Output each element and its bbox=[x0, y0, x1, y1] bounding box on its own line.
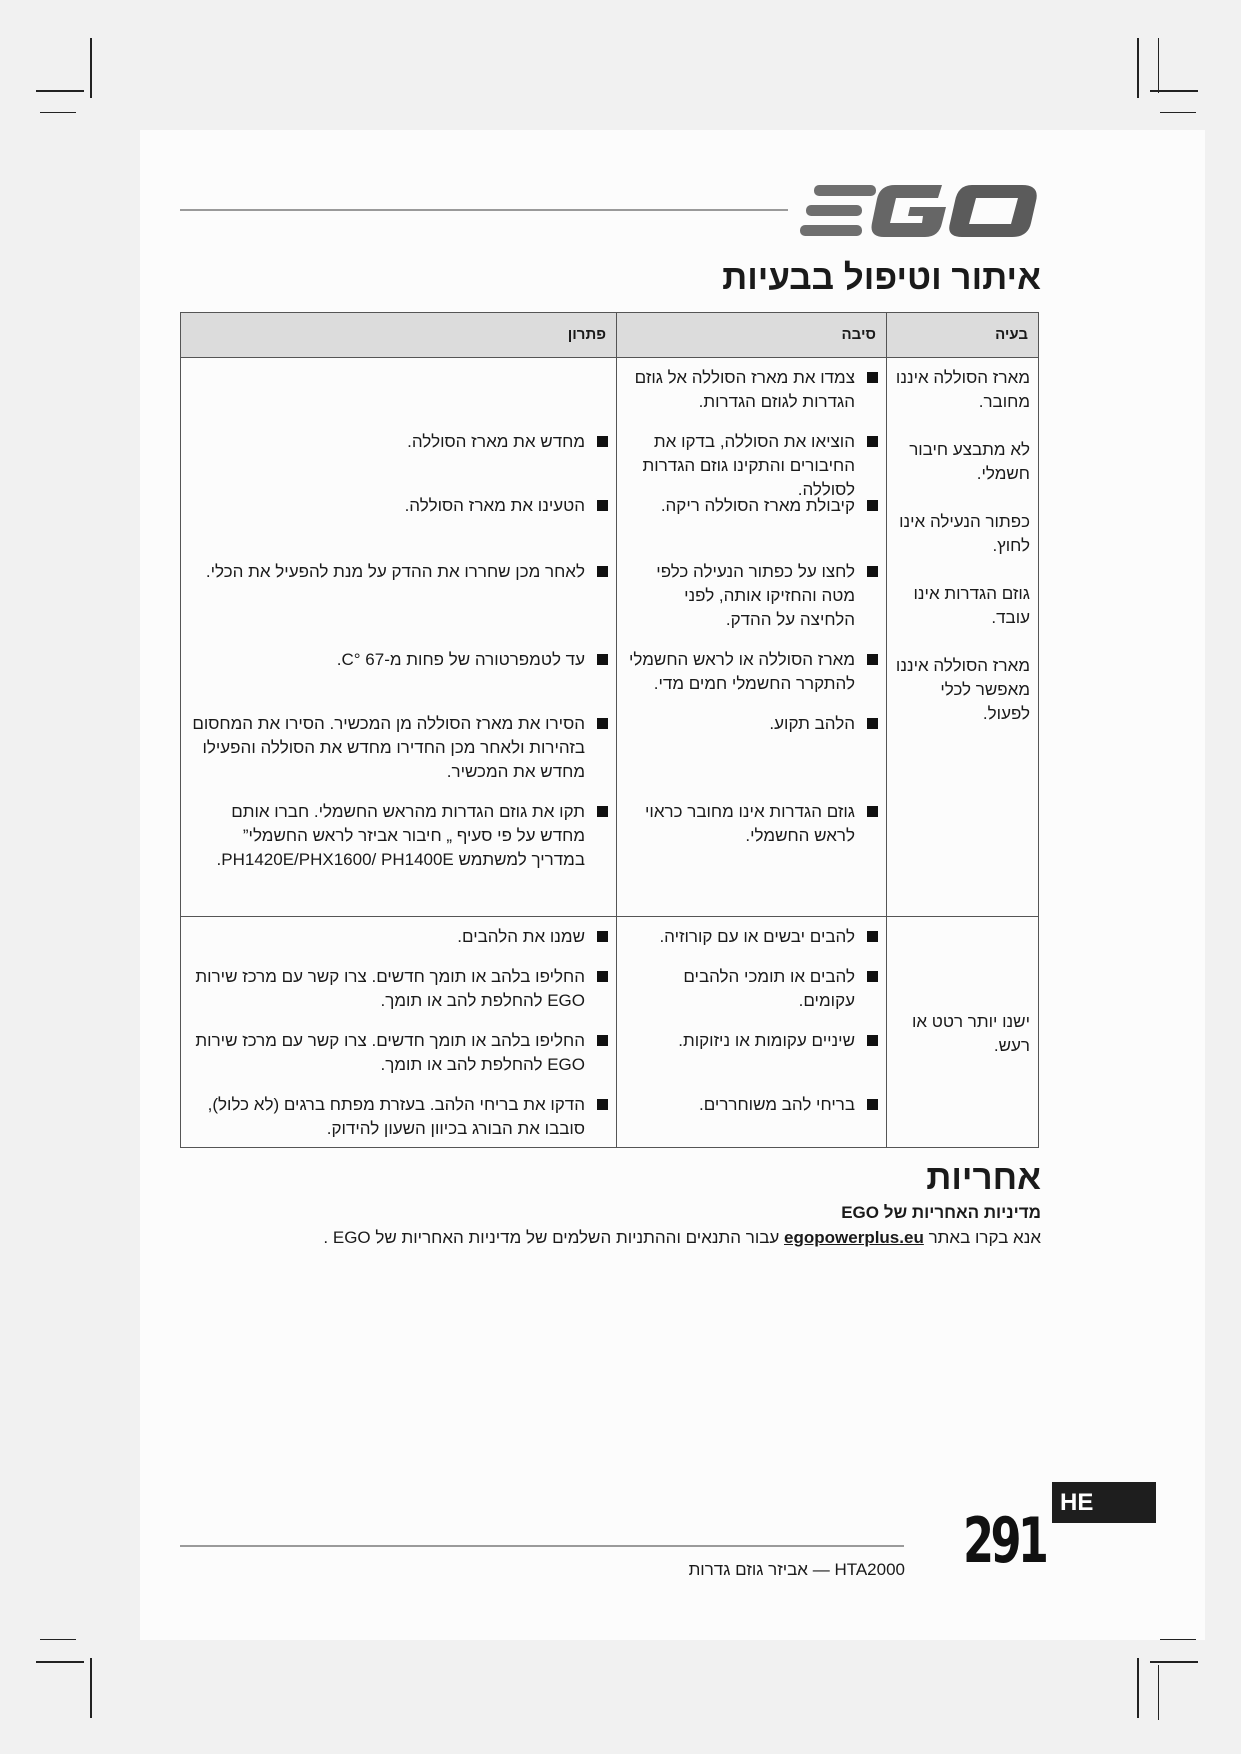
solution-cell bbox=[181, 358, 617, 917]
header-rule bbox=[180, 209, 788, 211]
problem-text: גוזם הגדרות אינו עובד. bbox=[913, 584, 1030, 627]
crop-mark bbox=[40, 112, 76, 113]
solution-item: הסירו את מארז הסוללה מן המכשיר. הסירו את המחסום בזהירות ולאחר מכן החדירו מחדש את הסוללה והפעילו מחדש את המכשיר. bbox=[189, 712, 608, 784]
footer-title: HTA2000 — אביזר גוזם גדרות bbox=[688, 1560, 905, 1579]
troubleshooting-title: איתור וטיפול בבעיות bbox=[722, 258, 1041, 297]
bullet-icon bbox=[867, 566, 878, 577]
warranty-text-before: אנא בקרו באתר bbox=[928, 1228, 1041, 1247]
crop-mark bbox=[1137, 1658, 1139, 1718]
bullet-icon bbox=[597, 718, 608, 729]
cause-item: הוציאו את הסוללה, בדקו את החיבורים והתקינו גוזם הגדרות לסוללה. bbox=[625, 430, 878, 478]
table-row bbox=[181, 917, 1039, 1148]
cause-item: צמדו את מארז הסוללה אל גוזם הגדרות לגוזם הגדרות. bbox=[625, 366, 878, 414]
bullet-icon bbox=[597, 500, 608, 511]
problem-text: ישנו יותר רטט או רעש. bbox=[911, 1012, 1030, 1055]
cause-item: קיבולת מארז הסוללה ריקה. bbox=[625, 494, 878, 544]
solution-item: מחדש את מארז הסוללה. bbox=[189, 430, 608, 478]
bullet-icon bbox=[597, 654, 608, 665]
solution-item bbox=[189, 366, 608, 414]
solution-item: החליפו בלהב או תומך חדשים. צרו קשר עם מרכז שירות EGO להחלפת להב או תומך. bbox=[189, 965, 608, 1013]
solution-item: שמנו את הלהבים. bbox=[189, 925, 608, 949]
warranty-text bbox=[201, 1228, 1041, 1248]
bullet-icon bbox=[597, 931, 608, 942]
cause-cell bbox=[617, 358, 887, 917]
bullet-icon bbox=[867, 1099, 878, 1110]
header-cause: סיבה bbox=[617, 313, 887, 358]
crop-mark bbox=[1160, 112, 1196, 113]
problem-cell bbox=[887, 917, 1039, 1148]
crop-mark bbox=[40, 1639, 76, 1640]
crop-mark bbox=[1150, 90, 1198, 92]
solution-item: תקו את גוזם הגדרות מהראש החשמלי. חברו אותם מחדש על פי סעיף „ חיבור אביזר לראש החשמלי” במדריך למשתמש PH1420E/PHX1600/ PH1400E. bbox=[189, 800, 608, 896]
warranty-link[interactable]: egopowerplus.eu bbox=[784, 1228, 924, 1247]
cause-item: להבים או תומכי הלהבים עקומים. bbox=[625, 965, 878, 1013]
cause-item: להבים יבשים או עם קורוזיה. bbox=[625, 925, 878, 949]
bullet-icon bbox=[867, 718, 878, 729]
bullet-icon bbox=[867, 931, 878, 942]
warranty-title: אחריות bbox=[926, 1158, 1041, 1197]
crop-mark bbox=[1160, 1639, 1196, 1640]
solution-cell bbox=[181, 917, 617, 1148]
bullet-icon bbox=[597, 436, 608, 447]
bullet-icon bbox=[867, 971, 878, 982]
bullet-icon bbox=[597, 566, 608, 577]
bullet-icon bbox=[597, 971, 608, 982]
problem-cell bbox=[887, 358, 1039, 917]
solution-item: לאחר מכן שחררו את ההדק על מנת להפעיל את הכלי. bbox=[189, 560, 608, 632]
header-problem: בעיה bbox=[887, 313, 1039, 358]
bullet-icon bbox=[867, 654, 878, 665]
bullet-icon bbox=[867, 372, 878, 383]
bullet-icon bbox=[867, 436, 878, 447]
solution-item: עד לטמפרטורה של פחות מ-67 °C. bbox=[189, 648, 608, 696]
footer-rule bbox=[180, 1545, 904, 1547]
crop-mark bbox=[1158, 38, 1159, 93]
crop-mark bbox=[90, 38, 92, 98]
cause-item: הלהב תקוע. bbox=[625, 712, 878, 784]
problem-text: מארז הסוללה איננו מאפשר לכלי לפעול. bbox=[895, 656, 1030, 723]
crop-mark bbox=[1137, 38, 1139, 98]
page-number: 291 bbox=[963, 1504, 1046, 1577]
crop-mark bbox=[36, 90, 84, 92]
problem-text: כפתור הנעילה אינו לחוץ. bbox=[899, 512, 1030, 555]
bullet-icon bbox=[867, 1035, 878, 1046]
cause-item: גוזם הגדרות אינו מחובר כראוי לראש החשמלי. bbox=[625, 800, 878, 880]
solution-item: הדקו את בריחי הלהב. בעזרת מפתח ברגים (לא כלול), סובבו את הבורג בכיוון השעון להידוק. bbox=[189, 1093, 608, 1141]
crop-mark bbox=[36, 1661, 84, 1663]
bullet-icon bbox=[867, 500, 878, 511]
crop-mark bbox=[1150, 1661, 1198, 1663]
cause-item: בריחי להב משוחררים. bbox=[625, 1093, 878, 1141]
cause-item: לחצו על כפתור הנעילה כלפי מטה והחזיקו אותה, לפני הלחיצה על ההדק. bbox=[625, 560, 878, 632]
cause-item: מארז הסוללה או לראש החשמלי להתקרר החשמלי חמים מדי. bbox=[625, 648, 878, 696]
cause-item: שיניים עקומות או ניזוקות. bbox=[625, 1029, 878, 1077]
solution-item: החליפו בלהב או תומך חדשים. צרו קשר עם מרכז שירות EGO להחלפת להב או תומך. bbox=[189, 1029, 608, 1077]
solution-item: הטעינו את מארז הסוללה. bbox=[189, 494, 608, 544]
bullet-icon bbox=[597, 1099, 608, 1110]
warranty-text-after: עבור התנאים וההתניות השלמים של מדיניות האחריות של EGO . bbox=[323, 1228, 780, 1247]
problem-text: לא מתבצע חיבור חשמלי. bbox=[909, 440, 1030, 483]
warranty-subtitle: מדיניות האחריות של EGO bbox=[841, 1203, 1041, 1222]
language-badge: HE bbox=[1052, 1482, 1156, 1523]
bullet-icon bbox=[597, 1035, 608, 1046]
ego-logo-icon bbox=[800, 183, 1040, 239]
bullet-icon bbox=[867, 806, 878, 817]
bullet-icon bbox=[597, 806, 608, 817]
cause-cell bbox=[617, 917, 887, 1148]
troubleshooting-table bbox=[180, 312, 1039, 1148]
header-solution: פתרון bbox=[181, 313, 617, 358]
table-row bbox=[181, 358, 1039, 917]
crop-mark bbox=[90, 1658, 92, 1718]
crop-mark bbox=[1158, 1665, 1159, 1720]
table-header-row bbox=[181, 313, 1039, 358]
problem-text: מארז הסוללה איננו מחובר. bbox=[895, 368, 1030, 411]
